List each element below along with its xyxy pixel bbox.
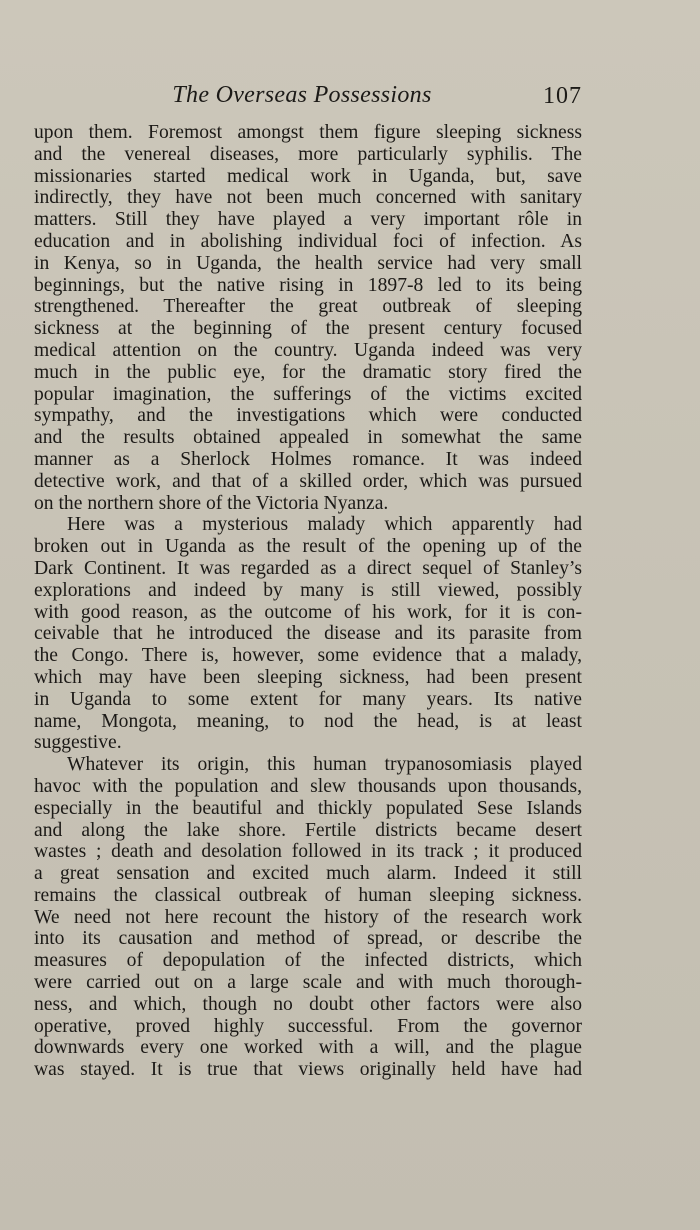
text-line: with good reason, as the outcome of his work, for it is con- — [34, 601, 582, 623]
text-line: manner as a Sherlock Holmes romance. It was indeed — [34, 448, 582, 470]
text-line: explorations and indeed by many is still viewed, possibly — [34, 579, 582, 601]
text-line: in Kenya, so in Uganda, the health service had very small — [34, 252, 582, 274]
text-line: operative, proved highly successful. From the governor — [34, 1015, 582, 1037]
text-line: strengthened. Thereafter the great outbreak of sleeping — [34, 296, 582, 318]
text-line: was stayed. It is true that views originally held have had — [34, 1059, 582, 1081]
text-line: matters. Still they have played a very important rôle in — [34, 209, 582, 231]
text-line: indirectly, they have not been much concerned with sanitary — [34, 187, 582, 209]
text-line: education and in abolishing individual foci of infection. As — [34, 230, 582, 252]
text-line: ness, and which, though no doubt other factors were also — [34, 993, 582, 1015]
text-line: which may have been sleeping sickness, had been present — [34, 666, 582, 688]
text-line: and the venereal diseases, more particularly syphilis. The — [34, 143, 582, 165]
paragraph-end-line: suggestive. — [34, 732, 122, 754]
text-line: the Congo. There is, however, some evidence that a malady, — [34, 645, 582, 667]
text-line: were carried out on a large scale and with much thorough- — [34, 972, 582, 994]
text-line: detective work, and that of a skilled order, which was pursued — [34, 470, 582, 492]
text-line: wastes ; death and desolation followed in its track ; it produced — [34, 841, 582, 863]
text-line: measures of depopulation of the infected districts, which — [34, 950, 582, 972]
paragraph-first-line: Here was a mysterious malady which apparently had — [67, 514, 582, 536]
text-line: broken out in Uganda as the result of the opening up of the — [34, 536, 582, 558]
running-head — [34, 82, 582, 112]
text-line: a great sensation and excited much alarm. Indeed it still — [34, 863, 582, 885]
text-line: sickness at the beginning of the present century focused — [34, 318, 582, 340]
text-line: especially in the beautiful and thickly populated Sese Islands — [34, 797, 582, 819]
text-line: beginnings, but the native rising in 1897-8 led to its being — [34, 274, 582, 296]
text-line: Dark Continent. It was regarded as a direct sequel of Stanley’s — [34, 557, 582, 579]
text-line: medical attention on the country. Uganda indeed was very — [34, 339, 582, 361]
text-line: in Uganda to some extent for many years. Its native — [34, 688, 582, 710]
text-line: into its causation and method of spread, or describe the — [34, 928, 582, 950]
text-line: We need not here recount the history of the research work — [34, 906, 582, 928]
text-line: popular imagination, the sufferings of the victims excited — [34, 383, 582, 405]
paragraph-end-line: on the northern shore of the Victoria Nyanza. — [34, 492, 389, 514]
text-line: and the results obtained appealed in somewhat the same — [34, 427, 582, 449]
text-line: sympathy, and the investigations which were conducted — [34, 405, 582, 427]
paragraph-first-line: Whatever its origin, this human trypanosomiasis played — [67, 754, 582, 776]
text-line: upon them. Foremost amongst them figure sleeping sickness — [34, 122, 582, 143]
text-line: remains the classical outbreak of human sleeping sickness. — [34, 884, 582, 906]
text-line: much in the public eye, for the dramatic story fired the — [34, 361, 582, 383]
text-line: and along the lake shore. Fertile districts became desert — [34, 819, 582, 841]
page-number: 107 — [543, 83, 582, 109]
text-line: missionaries started medical work in Uganda, but, save — [34, 165, 582, 187]
text-line: name, Mongota, meaning, to nod the head, is at least — [34, 710, 582, 732]
running-title: The Overseas Possessions — [172, 82, 432, 108]
text-line: ceivable that he introduced the disease and its parasite from — [34, 623, 582, 645]
body-text — [34, 122, 582, 1081]
text-line: havoc with the population and slew thousands upon thousands, — [34, 775, 582, 797]
text-line: downwards every one worked with a will, and the plague — [34, 1037, 582, 1059]
